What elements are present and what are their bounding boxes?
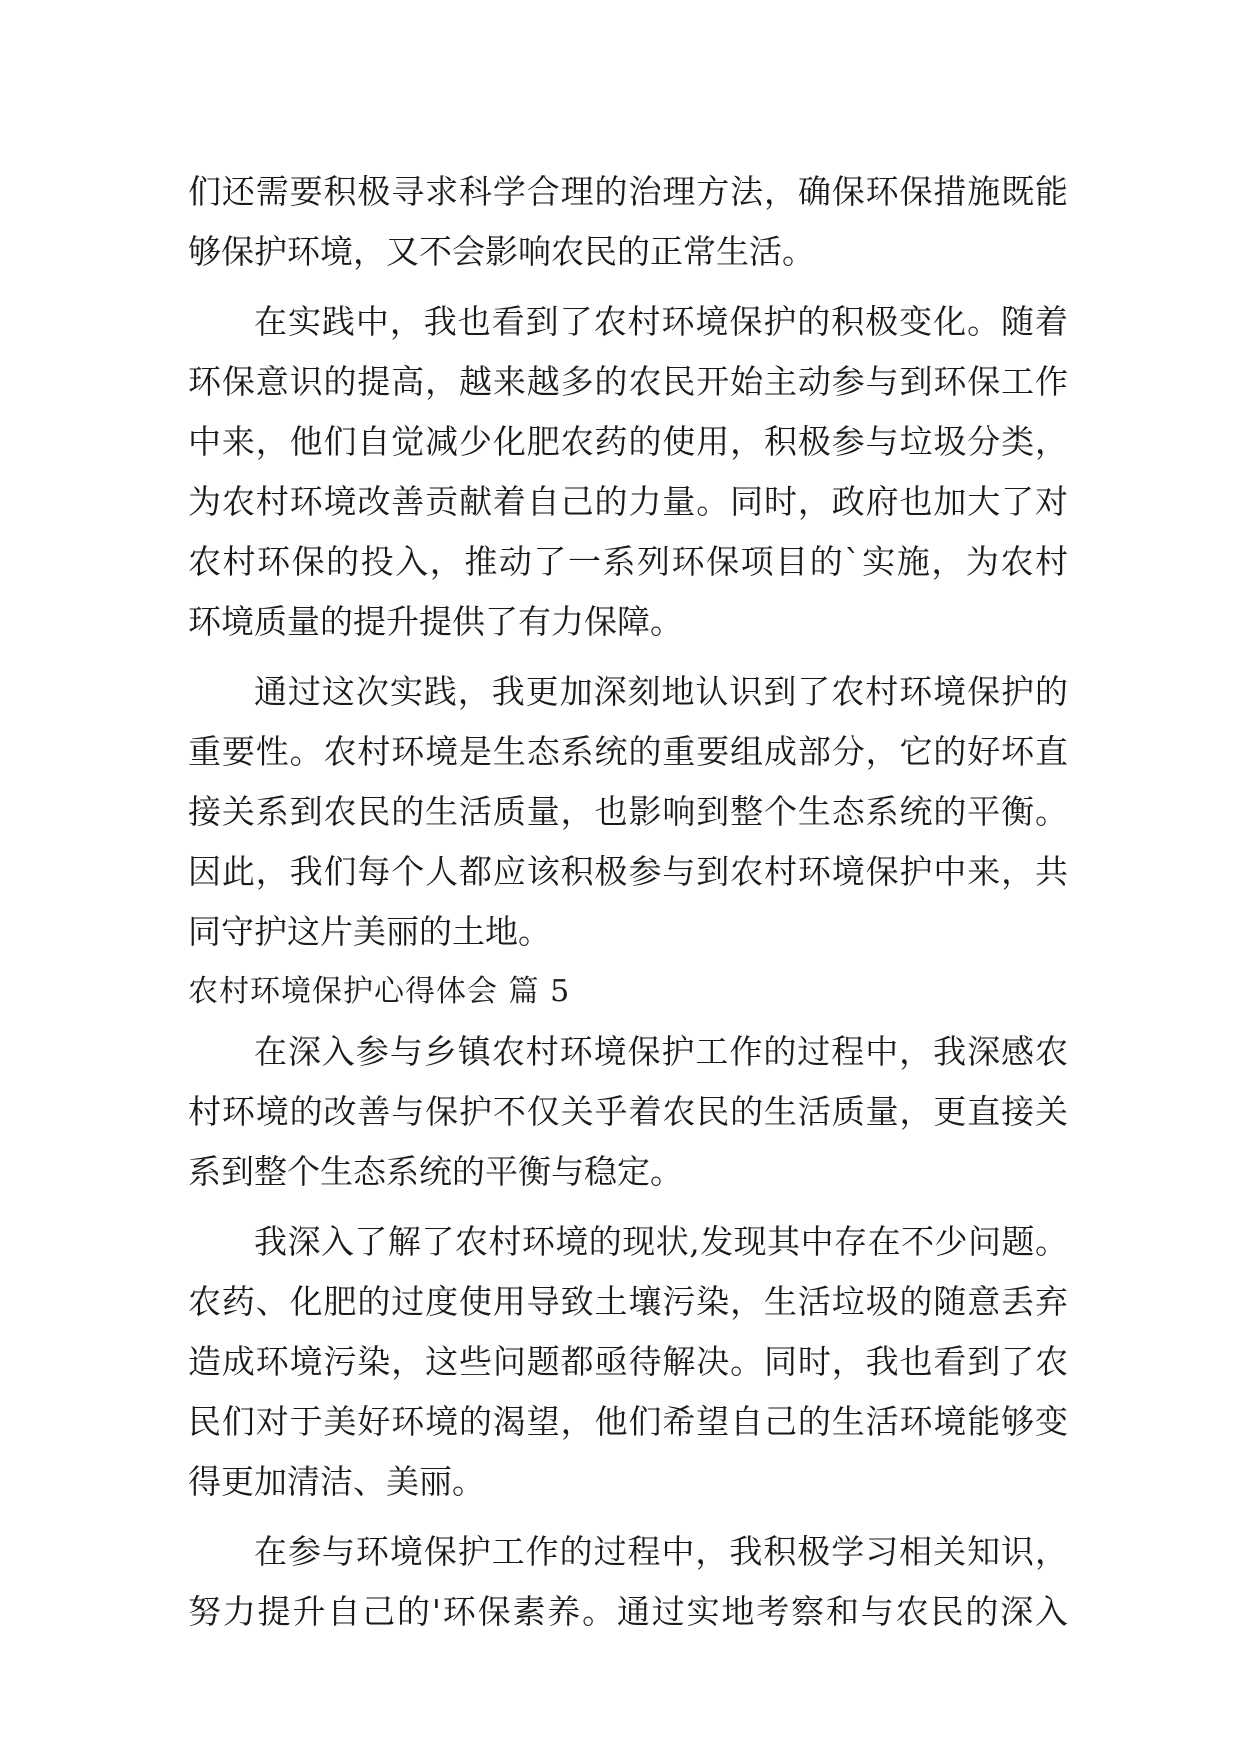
text-line: 在实践中，我也看到了农村环境保护的积极变化。随着 [254,302,1068,341]
text-line: 通过这次实践，我更加深刻地认识到了农村环境保护的 [254,672,1068,711]
text-line: 们还需要积极寻求科学合理的治理方法，确保环保措施既能 [188,172,1068,211]
text-line: 在深入参与乡镇农村环境保护工作的过程中，我深感农 [254,1032,1068,1071]
section-heading-text: 农村环境保护心得体会 篇 5 [188,974,571,1009]
text-line: 同守护这片美丽的土地。 [188,912,551,951]
text-line: 接关系到农民的生活质量，也影响到整个生态系统的平衡。 [188,792,1068,831]
paragraph [188,1022,1068,1202]
text-line: 民们对于美好环境的渴望，他们希望自己的生活环境能够变 [188,1402,1068,1441]
paragraph [188,1212,1068,1512]
text-line: 造成环境污染，这些问题都亟待解决。同时，我也看到了农 [188,1342,1068,1381]
section-heading [188,962,1068,1022]
paragraph [188,662,1068,962]
text-line: 中来，他们自觉减少化肥农药的使用，积极参与垃圾分类， [188,422,1068,461]
text-line: 系到整个生态系统的平衡与稳定。 [188,1152,683,1191]
text-line: 农村环保的投入，推动了一系列环保项目的`实施，为农村 [188,542,1068,581]
text-line: 够保护环境，又不会影响农民的正常生活。 [188,232,815,271]
text-line: 村环境的改善与保护不仅关乎着农民的生活质量，更直接关 [188,1092,1068,1131]
text-line: 得更加清洁、美丽。 [188,1462,485,1501]
paragraph [188,162,1068,282]
text-line: 在参与环境保护工作的过程中，我积极学习相关知识， [254,1532,1068,1571]
text-line: 农药、化肥的过度使用导致土壤污染，生活垃圾的随意丢弃 [188,1282,1068,1321]
document-body [188,162,1068,1642]
text-line: 环境质量的提升提供了有力保障。 [188,602,683,641]
paragraph [188,1522,1068,1642]
text-line: 努力提升自己的'环保素养。通过实地考察和与农民的深入 [188,1592,1068,1631]
text-line: 重要性。农村环境是生态系统的重要组成部分，它的好坏直 [188,732,1068,771]
text-line: 我深入了解了农村环境的现状,发现其中存在不少问题。 [254,1222,1068,1261]
text-line: 为农村环境改善贡献着自己的力量。同时，政府也加大了对 [188,482,1068,521]
text-line: 环保意识的提高，越来越多的农民开始主动参与到环保工作 [188,362,1068,401]
text-line: 因此，我们每个人都应该积极参与到农村环境保护中来，共 [188,852,1068,891]
paragraph [188,292,1068,652]
